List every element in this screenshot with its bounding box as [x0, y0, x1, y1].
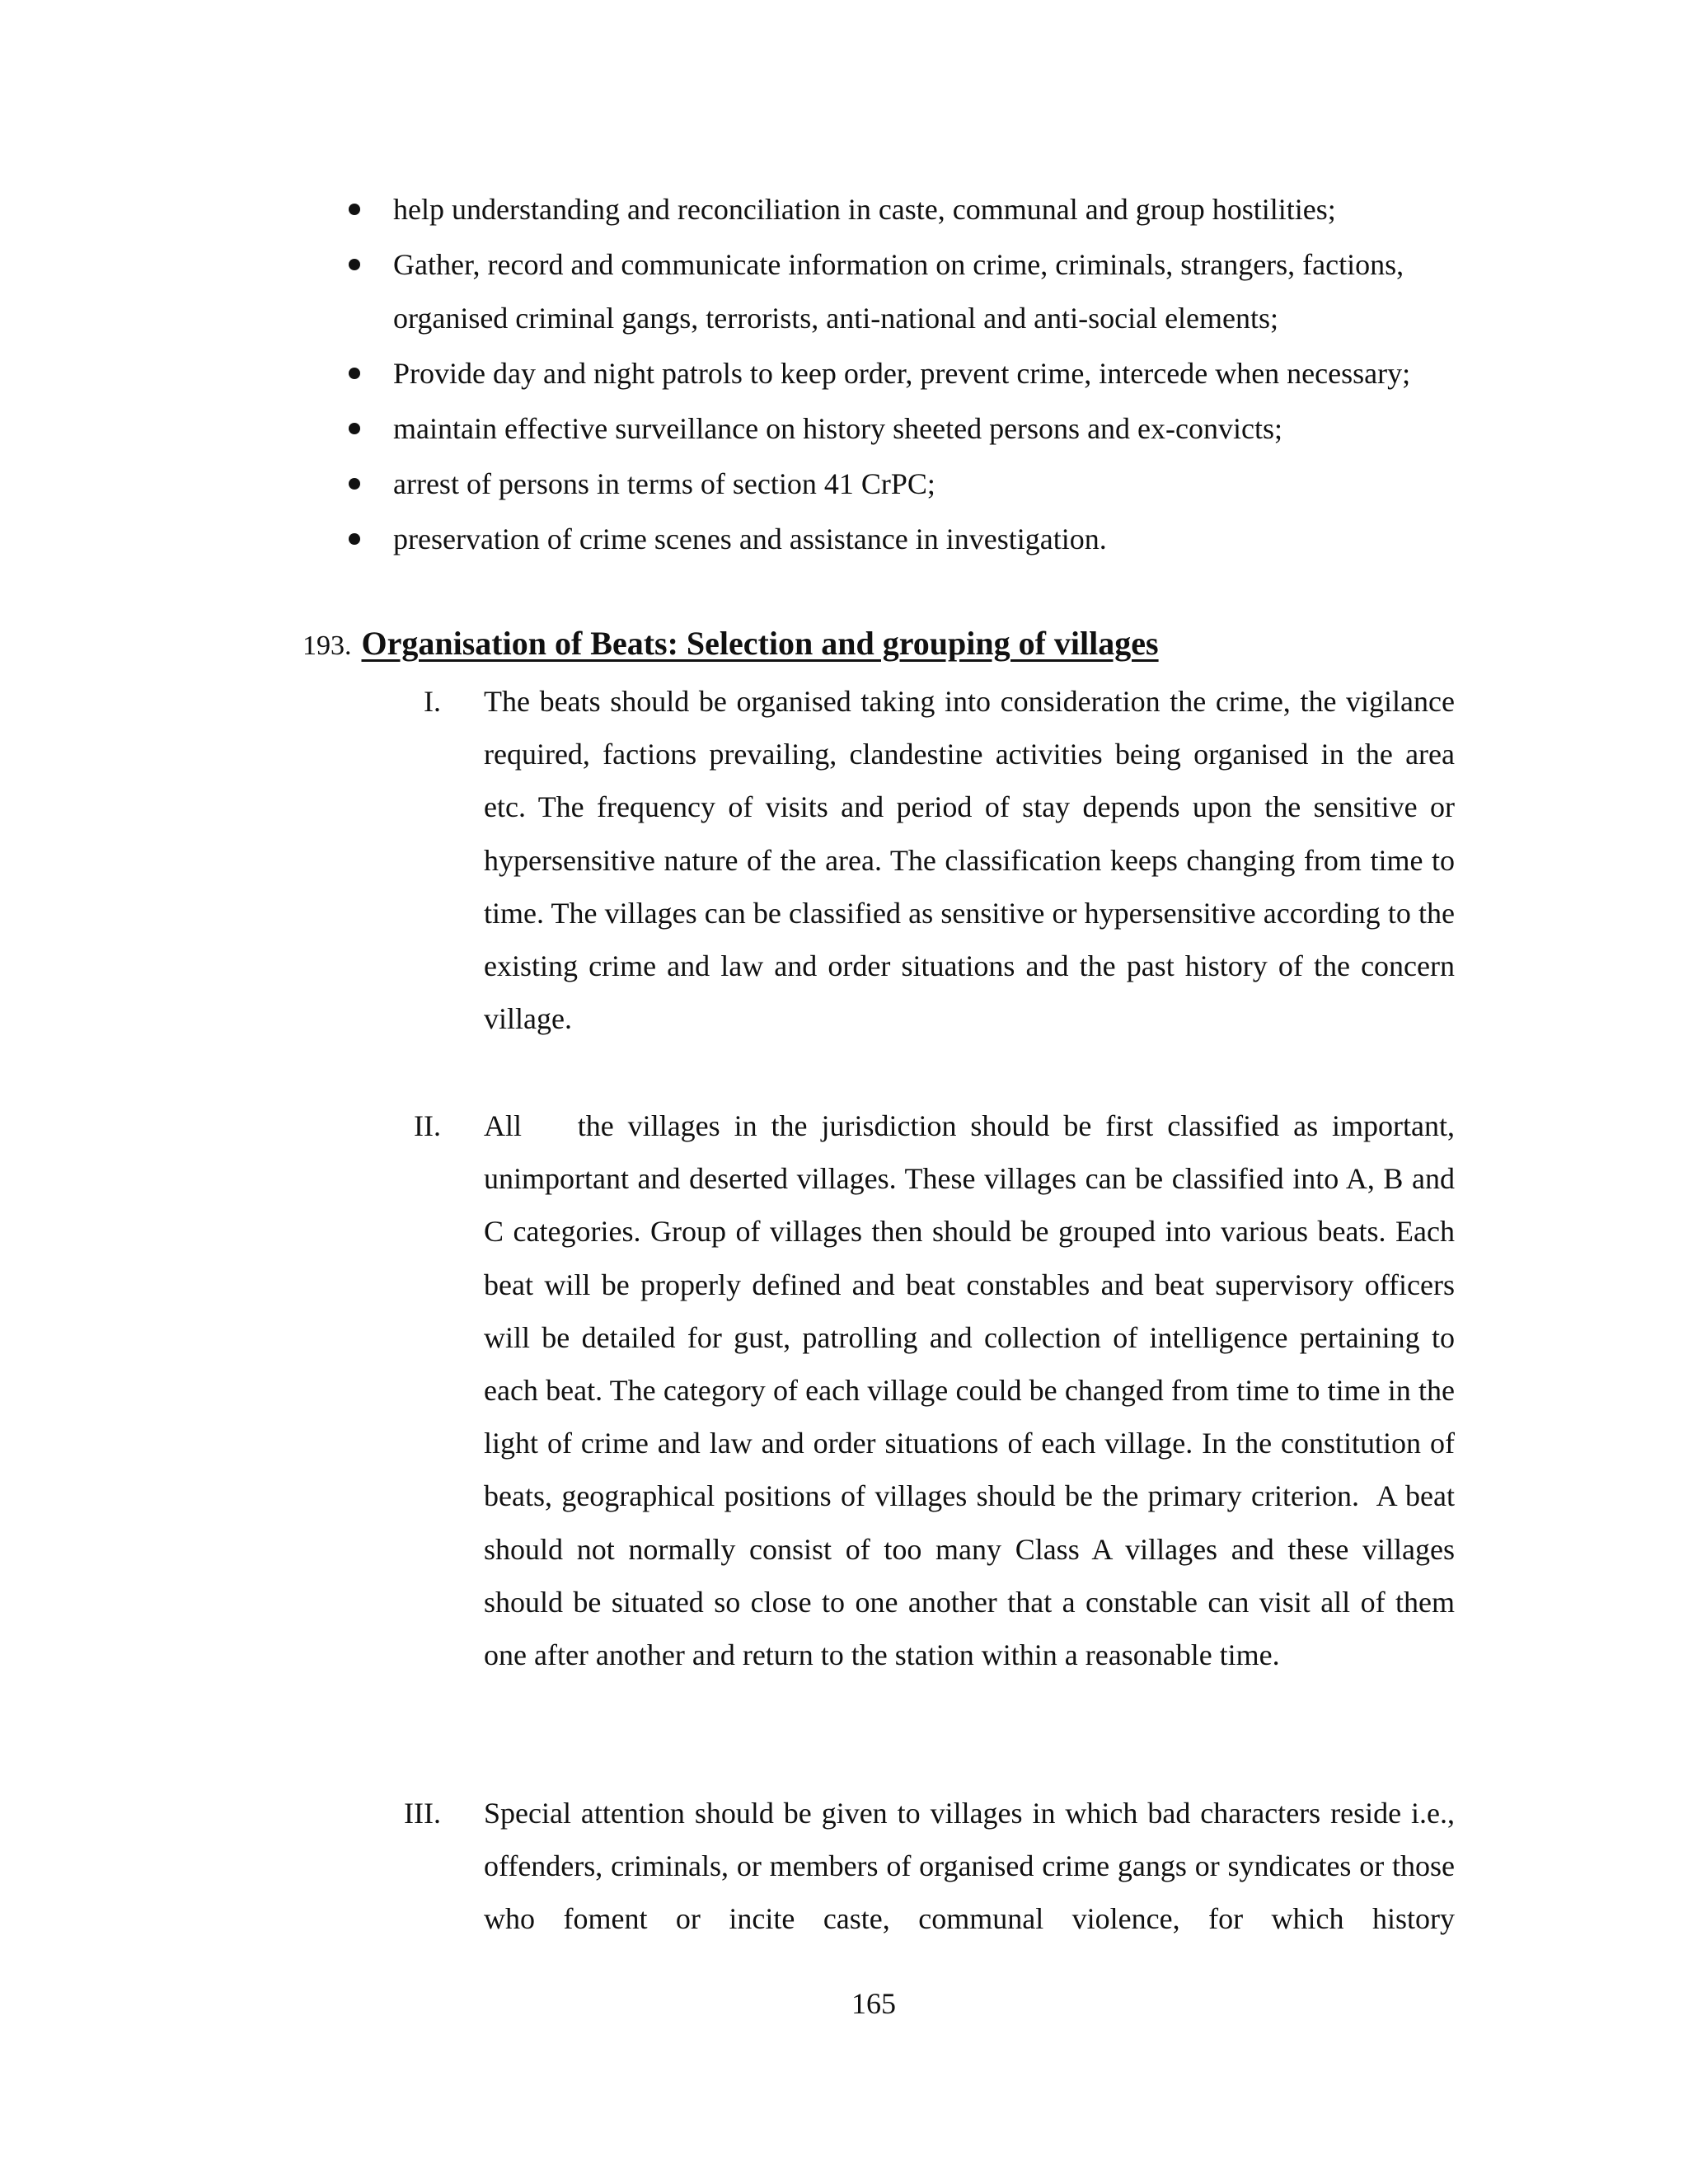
paragraph-text: All the villages in the jurisdiction should be first classified as important, unimportant and deserted villages. These villages can be classified into A, B and C categories. Group of villages then should be grouped into various beats. Each beat will be properly defined and beat constables and beat supervisory officers will be detailed for gust, patrolling and collection of intelligence pertaining to each beat. The category of each village could be changed from time to time in the light of crime and law and order situations of each village. In the constitution of beats, geographical positions of villages should be the primary criterion. A beat should not normally consist of too many Class A villages and these villages should be situated so close to one another that a constable can visit all of them one after another and return to the station within a reasonable time. [484, 1109, 1462, 1672]
bullet-item [346, 513, 1455, 566]
paragraph-numeral: III. [404, 1797, 441, 1830]
numbered-paragraph [363, 1787, 1455, 1946]
bullet-icon [349, 204, 360, 215]
bullet-text: preservation of crime scenes and assistance in investigation. [393, 523, 1107, 555]
bullet-icon [349, 533, 360, 545]
section-title: Organisation of Beats: Selection and grouping of villages [361, 625, 1159, 662]
paragraph-text: Special attention should be given to villages in which bad characters reside i.e., offenders, criminals, or members of organised crime gangs or syndicates or those who foment or incite caste, communal violence, for which history [484, 1797, 1455, 1936]
bullet-icon [349, 368, 360, 379]
section-number: 193. [302, 630, 352, 661]
page-number: 165 [851, 1987, 896, 2020]
bullet-icon [349, 423, 360, 434]
bullet-item [346, 238, 1455, 345]
numbered-paragraph [363, 675, 1455, 1045]
bullet-text: help understanding and reconciliation in caste, communal and group hostilities; [393, 193, 1336, 226]
paragraph-text: The beats should be organised taking into consideration the crime, the vigilance required, factions prevailing, clandestine activities being organised in the area etc. The frequency of visits and period of stay depends upon the sensitive or hypersensitive nature of the area. The classification keeps changing from time to time. The villages can be classified as sensitive or hypersensitive according to the existing crime and law and order situations and the past history of the concern village. [484, 685, 1455, 1036]
bullet-icon [349, 259, 360, 270]
bullet-text: Provide day and night patrols to keep order, prevent crime, intercede when necessary; [393, 357, 1411, 390]
section-heading [302, 616, 1159, 678]
duties-bullet-list [346, 183, 1455, 568]
bullet-item [346, 347, 1455, 401]
bullet-item [346, 183, 1455, 237]
paragraph-numeral: II. [414, 1109, 441, 1142]
paragraph-numeral: I. [424, 685, 441, 718]
bullet-item [346, 457, 1455, 511]
bullet-text: Gather, record and communicate information on crime, criminals, strangers, factions, organised criminal gangs, terrorists, anti-national and anti-social elements; [393, 248, 1404, 335]
numbered-paragraph [363, 1099, 1462, 1681]
bullet-text: arrest of persons in terms of section 41 CrPC; [393, 467, 935, 500]
bullet-icon [349, 478, 360, 490]
bullet-text: maintain effective surveillance on history sheeted persons and ex-convicts; [393, 412, 1282, 445]
bullet-item [346, 402, 1455, 456]
